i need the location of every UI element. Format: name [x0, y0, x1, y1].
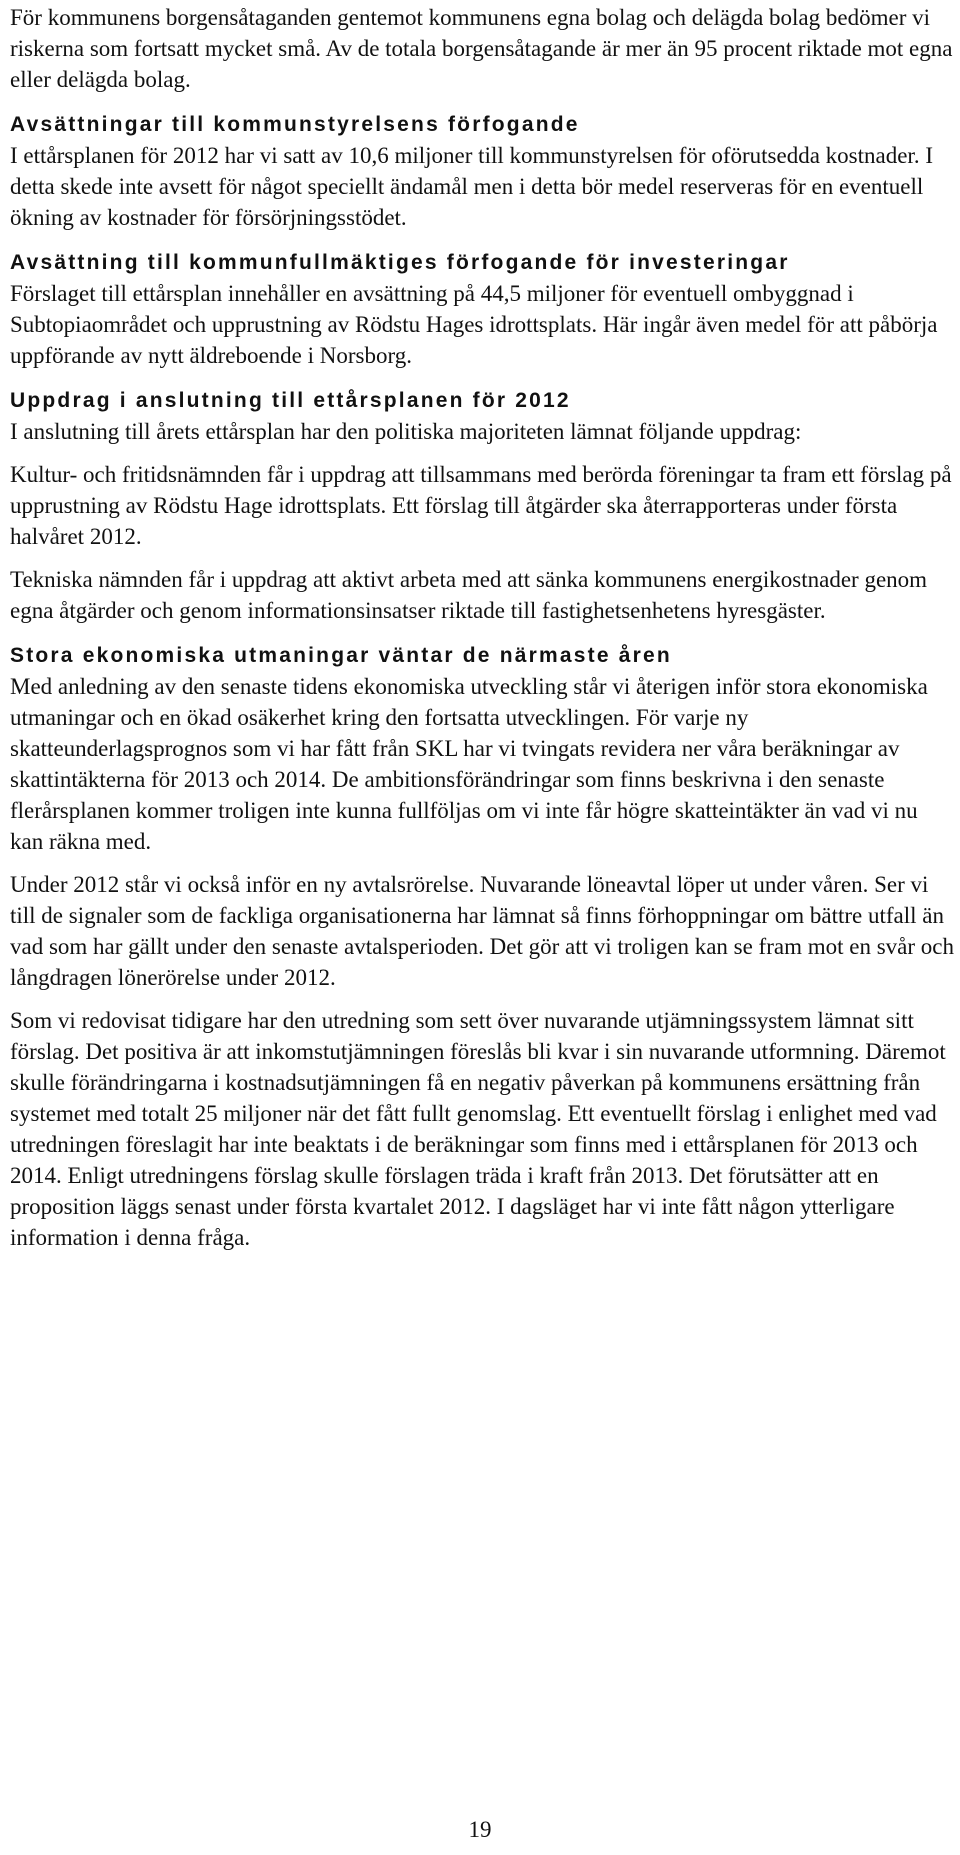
section-stora-utmaningar — [10, 640, 955, 1253]
paragraph: I ettårsplanen för 2012 har vi satt av 10,6 miljoner till kommunstyrelsen för oförutsedda kostnader. I detta skede inte avsett för något speciellt ändamål men i detta bör medel reserveras för en eventuell ökning av kostnader för försörjningsstödet. — [10, 143, 933, 230]
paragraph: Kultur- och fritidsnämnden får i uppdrag att tillsammans med berörda föreningar ta fram ett förslag på upprustning av Rödstu Hage idrottsplats. Ett förslag till åtgärder ska återrapporteras under första halvåret 2012. — [10, 462, 952, 549]
paragraph: I anslutning till årets ettårsplan har den politiska majoriteten lämnat följande uppdrag: — [10, 419, 802, 444]
paragraph: Som vi redovisat tidigare har den utredning som sett över nuvarande utjämningssystem lämnat sitt förslag. Det positiva är att inkomstutjämningen föreslås bli kvar i sin nuvarande utformning. Däremot skulle förändringarna i kostnadsutjämningen få en negativ påverkan på kommunens ersättning från systemet med totalt 25 miljoner när det fått fullt genomslag. Ett eventuellt förslag i enlighet med vad utredningen föreslagit har inte beaktats i de beräkningar som finns med i ettårsplanen för 2013 och 2014. Enligt utredningens förslag skulle förslagen träda i kraft från 2013. Det förutsätter att en proposition läggs senast under första kvartalet 2012. I dagsläget har vi inte fått någon ytterligare information i denna fråga. — [10, 1008, 946, 1250]
section-heading: Avsättning till kommunfullmäktiges förfogande för investeringar — [10, 251, 790, 274]
paragraph: Förslaget till ettårsplan innehåller en avsättning på 44,5 miljoner för eventuell ombyggnad i Subtopiaområdet och upprustning av Rödstu Hages idrottsplats. Här ingår även medel för att påbörja uppförande av nytt äldreboende i Norsborg. — [10, 281, 938, 368]
intro-paragraph: För kommunens borgensåtaganden gentemot kommunens egna bolag och delägda bolag bedömer vi riskerna som fortsatt mycket små. Av de totala borgensåtagande är mer än 95 procent riktade mot egna eller delägda bolag. — [10, 5, 953, 92]
section-avsattning-kommunfullmaktige — [10, 247, 955, 371]
document-page — [10, 0, 955, 1253]
section-heading: Avsättningar till kommunstyrelsens förfogande — [10, 113, 580, 136]
section-uppdrag — [10, 385, 955, 626]
page-number: 19 — [468, 1817, 492, 1842]
section-heading: Stora ekonomiska utmaningar väntar de närmaste åren — [10, 644, 672, 667]
section-avsattningar-kommunstyrelsen — [10, 109, 955, 233]
paragraph: Med anledning av den senaste tidens ekonomiska utveckling står vi återigen inför stora ekonomiska utmaningar och en ökad osäkerhet kring den fortsatta utvecklingen. För varje ny skatteunderlagsprognos som vi har fått från SKL har vi tvingats revidera ner våra beräkningar av skattintäkterna för 2013 och 2014. De ambitionsförändringar som finns beskrivna i den senaste flerårsplanen kommer troligen inte kunna fullföljas om vi inte får högre skatteintäkter än vad vi nu kan räkna med. — [10, 674, 928, 854]
paragraph: Tekniska nämnden får i uppdrag att aktivt arbeta med att sänka kommunens energikostnader genom egna åtgärder och genom informationsinsatser riktade till fastighetsenhetens hyresgäster. — [10, 567, 928, 623]
paragraph: Under 2012 står vi också inför en ny avtalsrörelse. Nuvarande löneavtal löper ut under våren. Ser vi till de signaler som de fackliga organisationerna har lämnat så finns förhoppningar om bättre utfall än vad som har gällt under den senaste avtalsperioden. Det gör att vi troligen kan se fram mot en svår och långdragen lönerörelse under 2012. — [10, 872, 954, 990]
section-heading: Uppdrag i anslutning till ettårsplanen för 2012 — [10, 389, 571, 412]
